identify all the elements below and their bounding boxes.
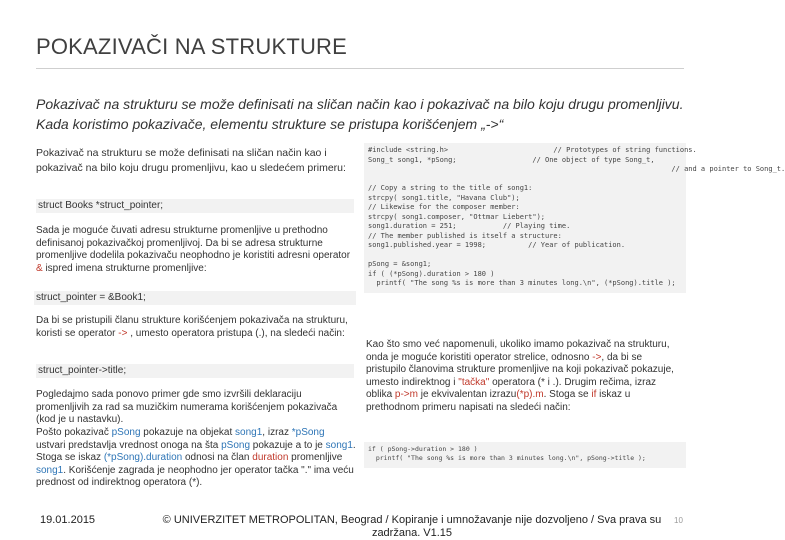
page-number: 10 [674, 516, 683, 525]
left-paragraph-1: Pokazivač na strukturu se može definisati na sličan način kao i pokazivač na bilo koju drugu promenljivu, kao u sledećem primeru: [36, 147, 346, 174]
slide-title: POKAZIVAČI NA STRUKTURE [36, 34, 348, 59]
address-operator: & [36, 262, 43, 274]
left-paragraph-4: Pogledajmo sada ponovo primer gde smo izvršili deklaraciju promenljivih za rad sa muzičkim numerama korišćenjem pokazivača (kod je u nastavku). [36, 389, 338, 425]
code-song-example: #include <string.h> // Prototypes of string functions. Song_t song1, *pSong; // One object of type Song_t, // and a pointer to Song_t. // Copy a string to the title of song1: strcpy( song1.title, "Havana Club"); // Likewise for the composer member: strcpy( song1.composer, "Ottmar Liebert"); song1.duration = 251; // Playing time. // The member published is itself a structure: song1.published.year = 1998; // Year of publication. pSong = &song1; if ( (*pSong).duration > 180 ) printf( "The song %s is more than 3 minutes long.\n", (*pSong).title ); [364, 143, 686, 293]
left-paragraph-5: Pošto pokazivač pSong pokazuje na objekat song1, izraz *pSong ustvari predstavlja vrednost onoga na šta pSong pokazuje a to je song1. Stoga se iskaz (*pSong).duration odnosi na član duration promenljive song1. Korišćenje zagrada je neophodno jer operator tačka "." ima veću prednost od indirektnog operatora (*). [36, 427, 356, 488]
code-arrow-example: if ( pSong->duration > 180 ) printf( "The song %s is more than 3 minutes long.\n", pSong->title ); [364, 442, 686, 468]
right-paragraph: Kao što smo već napomenuli, ukoliko imamo pokazivač na strukturu, onda je moguće koristiti operator strelice, odnosno ->, da bi se pristupilo članovima strukture promenljive na koji pokazivač pokazuje, umesto indirektnog i "tačka" operatora (* i .). Drugim rečima, izraz oblika p->m je ekvivalentan izrazu(*p).m. Stoga se if iskaz u prethodnom primeru napisati na sledeći način: [366, 339, 674, 413]
left-paragraph-3: Da bi se pristupili članu strukture korišćenjem pokazivača na strukturu, koristi se operator -> , umesto operatora pristupa (.), na sledeći način: [36, 315, 348, 339]
footer-copyright: © UNIVERZITET METROPOLITAN, Beograd / Kopiranje i umnožavanje nije dozvoljeno / Sva prava su zadržana. V1.15 [162, 514, 662, 539]
intro-paragraph: Pokazivač na strukturu se može definisati na sličan način kao i pokazivač na bilo koju drugu promenljivu. Kada koristimo pokazivače, elementu strukture se pristupa korišćenjem „->“ [36, 96, 684, 132]
footer-date: 19.01.2015 [40, 514, 96, 526]
left-paragraph-2: Sada je moguće čuvati adresu strukturne promenljive u prethodno definisanoj pokazivačkoj promenljivoj. Da bi se adresa strukturne promenljive dodelila pokazivaču neophodno je koristiti adresni operator & ispred imena strukturne promenljive: [36, 225, 351, 274]
code-assign-address: struct_pointer = &Book1; [34, 291, 356, 305]
code-struct-pointer-decl: struct Books *struct_pointer; [36, 199, 354, 213]
arrow-operator: -> [118, 327, 128, 339]
code-member-access: struct_pointer->title; [36, 364, 354, 378]
title-divider [36, 68, 684, 69]
